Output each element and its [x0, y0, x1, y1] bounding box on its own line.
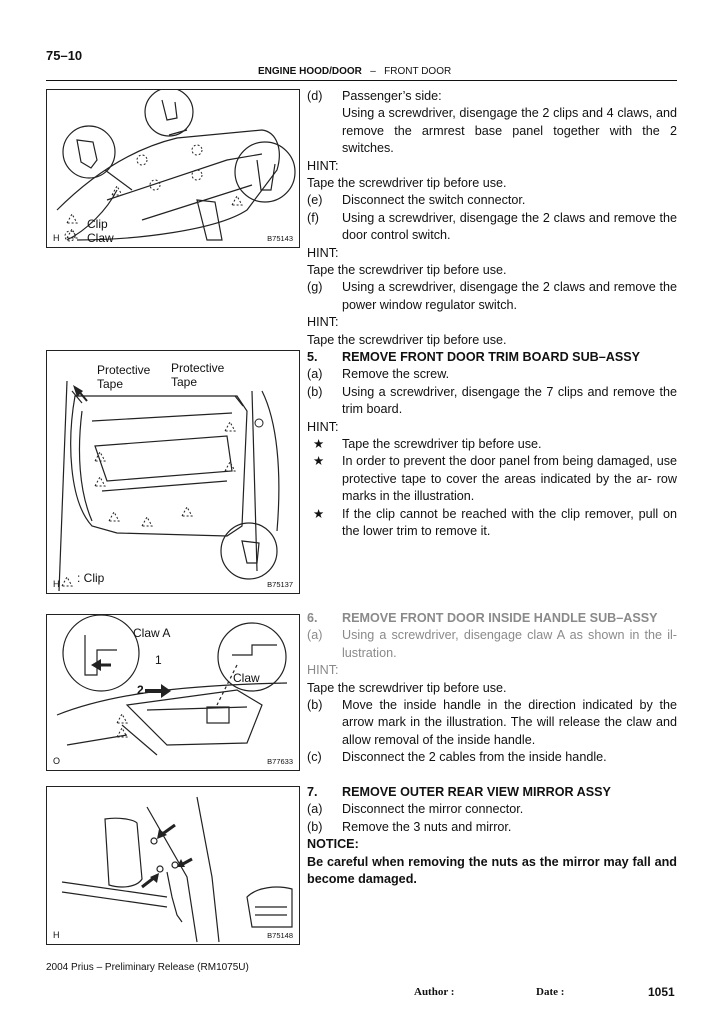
hint-label: HINT:	[307, 663, 339, 678]
legend-claw-label: Claw	[87, 231, 114, 245]
section-title: ENGINE HOOD/DOOR	[258, 66, 362, 77]
header-dash: –	[370, 66, 376, 77]
protective-tape-label-2: Protective Tape	[171, 361, 225, 389]
figure-trim-board	[46, 350, 300, 594]
step-d-text: Passenger’s side:	[342, 89, 442, 103]
step-e-text: Disconnect the switch connector.	[342, 193, 526, 208]
hint-text: Tape the screwdriver tip before use.	[307, 680, 507, 695]
step-6a-marker: (a)	[307, 628, 323, 643]
hint-text: Tape the screwdriver tip before use.	[307, 332, 507, 347]
step-7a-marker: (a)	[307, 802, 323, 817]
step-7b-marker: (b)	[307, 819, 323, 834]
step-e-marker: (e)	[307, 193, 323, 208]
step-7a	[307, 801, 677, 818]
step-6a-text: Using a screwdriver, disengage claw A as shown in the il- lustration.	[342, 628, 677, 660]
star-icon: ★	[313, 437, 325, 452]
figure-corner-letter: O	[53, 756, 61, 766]
figure-corner-letter: H	[53, 930, 60, 940]
step-6-heading	[307, 610, 677, 627]
step-6a	[307, 627, 677, 662]
legend-clip-label: Clip	[87, 217, 108, 231]
date-field: Date :	[536, 986, 565, 998]
step-6-number: 6.	[307, 611, 318, 625]
step-e	[307, 192, 677, 209]
step-6c-text: Disconnect the 2 cables from the inside handle.	[342, 750, 607, 765]
hint-bullet-3-text: If the clip cannot be reached with the clip remover, pull on the lower trim to remove it.	[342, 506, 677, 539]
step-5a	[307, 366, 677, 383]
step-7b-text: Remove the 3 nuts and mirror.	[342, 819, 512, 834]
figure-code: B75143	[267, 234, 293, 243]
hint-label: HINT:	[307, 315, 339, 330]
running-header	[258, 66, 451, 77]
figure-code: B75148	[267, 931, 293, 940]
step-6b-marker: (b)	[307, 698, 323, 713]
step-6b	[307, 697, 677, 749]
step-6b-text: Move the inside handle in the direction indicated by the arrow mark in the illustration. The will release the claw and allow removal of the inside handle.	[342, 698, 677, 747]
protective-tape-label-1: Protective Tape	[97, 363, 151, 391]
hint-bullet-2	[307, 453, 677, 505]
hint-bullet-1	[307, 436, 677, 453]
step-g-marker: (g)	[307, 280, 323, 295]
step-5b-marker: (b)	[307, 384, 323, 399]
step-6-title: REMOVE FRONT DOOR INSIDE HANDLE SUB–ASSY	[342, 611, 658, 625]
figure-code: B75137	[267, 580, 293, 589]
author-field: Author :	[414, 986, 455, 998]
hint-bullet-1-text: Tape the screwdriver tip before use.	[342, 437, 542, 452]
hint-label: HINT:	[307, 158, 339, 173]
star-icon: ★	[313, 454, 325, 469]
step-f	[307, 210, 677, 245]
step-5-title: REMOVE FRONT DOOR TRIM BOARD SUB–ASSY	[342, 350, 641, 364]
step-f-text: Using a screwdriver, disengage the 2 claws and remove the door control switch.	[342, 210, 677, 243]
step-5a-text: Remove the screw.	[342, 367, 450, 382]
step-5b	[307, 384, 677, 419]
release-footer: 2004 Prius – Preliminary Release (RM1075U)	[46, 962, 249, 973]
hint-bullet-3	[307, 506, 677, 541]
page-code: 75–10	[46, 48, 83, 63]
callout-2: 2	[137, 683, 144, 697]
step-7-number: 7.	[307, 785, 318, 799]
step-6c	[307, 749, 677, 766]
step-f-marker: (f)	[307, 210, 319, 225]
page-number: 1051	[648, 985, 675, 999]
step-g	[307, 279, 677, 314]
star-icon: ★	[313, 506, 325, 521]
callout-1: 1	[155, 653, 162, 667]
step-g-text: Using a screwdriver, disengage the 2 claws and remove the power window regulator switch.	[342, 280, 677, 312]
armrest-illustration	[47, 90, 299, 247]
inside-handle-illustration	[47, 615, 299, 770]
notice-label: NOTICE:	[307, 837, 359, 852]
hint-bullet-2-text: In order to prevent the door panel from being damaged, use protective tape to cover the areas indicated by the ar- row marks in the illustration.	[342, 454, 677, 504]
figure-corner-letter: H	[53, 233, 60, 243]
step-7a-text: Disconnect the mirror connector.	[342, 802, 524, 817]
figure-inside-handle	[46, 614, 300, 771]
legend-clip-label: : Clip	[77, 571, 105, 585]
step-d	[307, 88, 677, 105]
claw-label: Claw	[233, 671, 260, 685]
step-5b-text: Using a screwdriver, disengage the 7 clips and remove the trim board.	[342, 384, 677, 417]
claw-a-label: Claw A	[133, 626, 171, 640]
step-5-number: 5.	[307, 350, 318, 364]
hint-text: Tape the screwdriver tip before use.	[307, 176, 507, 191]
step-7-heading	[307, 784, 677, 801]
subsection-title: FRONT DOOR	[384, 66, 452, 77]
step-5-heading	[307, 349, 677, 366]
figure-armrest-panel	[46, 89, 300, 248]
step-6c-marker: (c)	[307, 750, 322, 765]
header-rule	[46, 80, 677, 81]
hint-label: HINT:	[307, 245, 339, 260]
section-6	[307, 610, 677, 767]
section-5	[307, 349, 677, 540]
steps-passenger-side	[307, 88, 677, 349]
figure-code: B77633	[267, 757, 293, 766]
mirror-illustration	[47, 787, 299, 944]
step-5a-marker: (a)	[307, 367, 323, 382]
step-d-marker: (d)	[307, 89, 323, 103]
notice-text: Be careful when removing the nuts as the mirror may fall and become damaged.	[307, 854, 677, 887]
step-7b	[307, 819, 677, 836]
hint-label: HINT:	[307, 419, 339, 434]
figure-corner-letter: H	[53, 579, 60, 589]
step-d-body: Using a screwdriver, disengage the 2 clips and 4 claws, and remove the armrest base panel together with the 2 switches.	[342, 106, 677, 156]
step-7-title: REMOVE OUTER REAR VIEW MIRROR ASSY	[342, 785, 611, 799]
hint-text: Tape the screwdriver tip before use.	[307, 263, 507, 278]
section-7	[307, 784, 677, 888]
figure-mirror	[46, 786, 300, 945]
